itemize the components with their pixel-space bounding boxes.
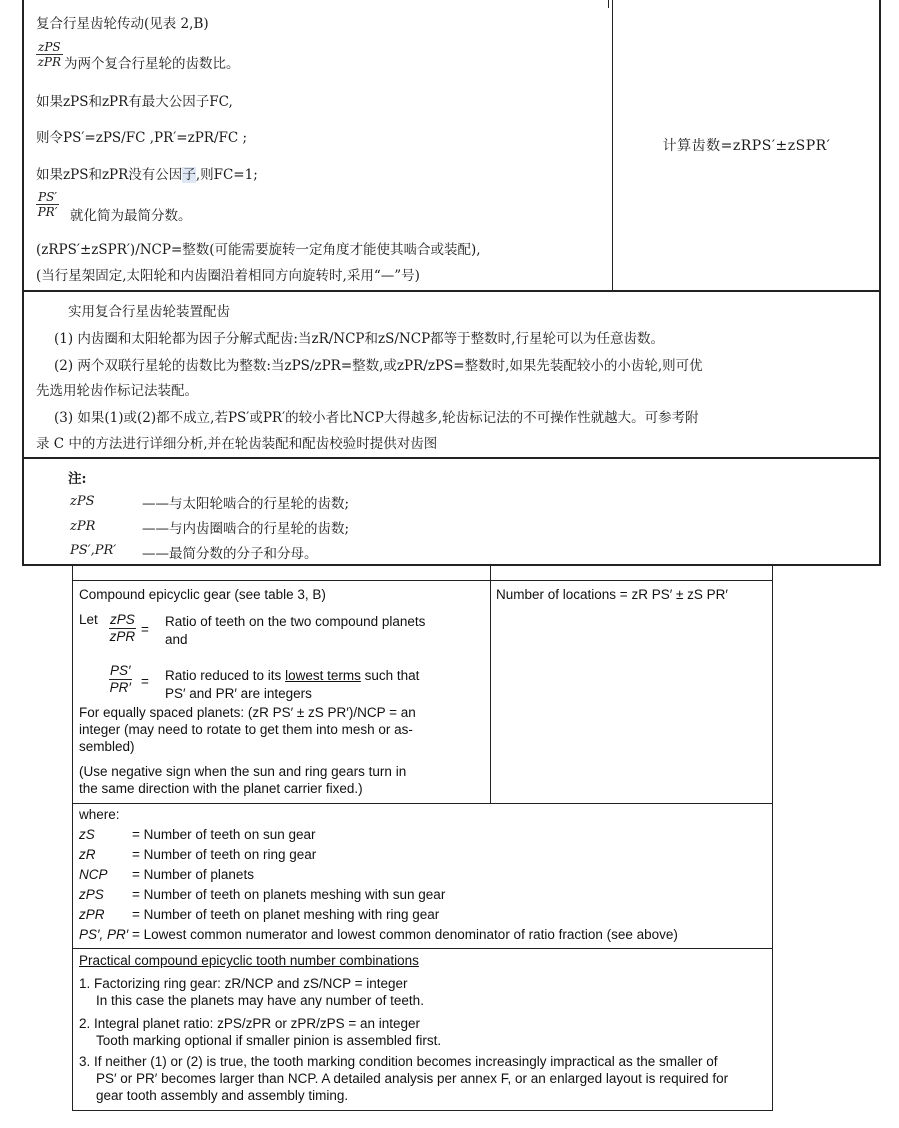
cn-ratio-text: 为两个复合行星轮的齿数比。 bbox=[64, 56, 240, 72]
en-where-row bbox=[73, 803, 772, 949]
en-table-border-stub bbox=[490, 566, 491, 580]
cn-note-key: PS′,PR′ bbox=[70, 543, 117, 558]
cn-compound-row bbox=[24, 0, 879, 292]
en-practical-row bbox=[73, 948, 772, 1110]
en-item-2a: 2. Integral planet ratio: zPS/zPR or zPR/zPS = an integer bbox=[79, 1016, 421, 1031]
cn-note-value: ——与内齿圈啮合的行星轮的齿数; bbox=[142, 521, 350, 537]
cn-note-label: 注: bbox=[68, 471, 87, 487]
en-def-text: = Lowest common numerator and lowest common denominator of ratio fraction (see above) bbox=[132, 927, 678, 942]
en-def-text: = Number of teeth on planet meshing with ring gear bbox=[132, 907, 440, 922]
cn-ratio-fraction bbox=[36, 40, 63, 69]
cn-reduced-text: 就化简为最简分数。 bbox=[70, 208, 192, 224]
cn-ratio-numerator: zPS bbox=[38, 40, 61, 54]
cn-border-stub bbox=[608, 0, 609, 8]
en-practical-title: Practical compound epicyclic tooth number combinations bbox=[79, 953, 419, 968]
en-item-3a: 3. If neither (1) or (2) is true, the tooth marking condition becomes increasingly impractical as the smaller of bbox=[79, 1054, 718, 1069]
en-item-3b: PS′ or PR′ becomes larger than NCP. A detailed analysis per annex F, or an enlarged layout is required for bbox=[96, 1071, 729, 1086]
en-table-border-stub bbox=[772, 566, 773, 580]
en-def-text: = Number of planets bbox=[132, 867, 254, 882]
en-reduced-text-pre: Ratio reduced to its bbox=[165, 668, 286, 683]
cn-item-2b: 先选用轮齿作标记法装配。 bbox=[36, 383, 198, 399]
en-reduced-numerator: PS′ bbox=[110, 663, 131, 678]
en-lowest-terms: lowest terms bbox=[285, 668, 361, 683]
en-compound-row bbox=[73, 581, 772, 804]
en-item-2b: Tooth marking optional if smaller pinion is assembled first. bbox=[96, 1033, 442, 1048]
english-table bbox=[72, 580, 773, 1111]
en-ratio-denominator: zPR bbox=[109, 629, 136, 644]
en-def-symbol: zPS bbox=[79, 887, 104, 902]
cn-notes-row bbox=[24, 459, 879, 564]
cn-item-2a: (2) 两个双联行星轮的齿数比为整数:当zPS/zPR=整数,或zPR/zPS=整数时,如果先装配较小的小齿轮,则可优 bbox=[54, 358, 703, 374]
en-def-text: = Number of teeth on sun gear bbox=[132, 827, 316, 842]
en-reduced-text-b: PS′ and PR′ are integers bbox=[165, 686, 312, 701]
en-let-label: Let bbox=[79, 612, 98, 627]
en-item-1b: In this case the planets may have any number of teeth. bbox=[96, 993, 424, 1008]
en-ratio-fraction bbox=[109, 612, 136, 645]
cn-compound-cell bbox=[24, 0, 613, 290]
cn-note-key: zPR bbox=[70, 519, 96, 534]
cn-line-no-gcd-b: ,则FC=1; bbox=[195, 167, 258, 183]
cn-practical-title: 实用复合行星齿轮装置配齿 bbox=[68, 304, 230, 320]
en-def-symbol: NCP bbox=[79, 867, 108, 882]
en-item-3c: gear tooth assembly and assembly timing. bbox=[96, 1088, 349, 1103]
en-equal-spacing-c: sembled) bbox=[79, 739, 135, 754]
cn-reduced-denominator: PR′ bbox=[37, 205, 58, 219]
chinese-table bbox=[22, 0, 881, 566]
en-equal-spacing-b: integer (may need to rotate to get them into mesh or as- bbox=[79, 722, 413, 737]
cn-reduced-numerator: PS′ bbox=[38, 190, 58, 204]
en-def-symbol: zS bbox=[79, 827, 95, 842]
cn-item-3b: 录 C 中的方法进行详细分析,并在轮齿装配和配齿校验时提供对齿图 bbox=[36, 436, 438, 452]
cn-reduced-fraction bbox=[36, 190, 59, 219]
en-def-symbol: zR bbox=[79, 847, 96, 862]
en-where-label: where: bbox=[79, 807, 120, 822]
en-def-symbol: PS′, PR′ bbox=[79, 927, 129, 942]
en-def-text: = Number of teeth on ring gear bbox=[132, 847, 317, 862]
cn-note-key: zPS bbox=[70, 494, 95, 509]
cn-line-no-gcd-a: 如果zPS和zPR没有公因 bbox=[36, 167, 183, 183]
en-equals-sign: = bbox=[141, 622, 149, 637]
cn-item-1: (1) 内齿圈和太阳轮都为因子分解式配齿:当zR/NCP和zS/NCP都等于整数时,行星轮可以为任意齿数。 bbox=[54, 331, 664, 347]
en-negative-sign-b: the same direction with the planet carrier fixed.) bbox=[79, 781, 363, 796]
cn-line-gcd: 如果zPS和zPR有最大公因子FC, bbox=[36, 94, 233, 110]
cn-note-value: ——最简分数的分子和分母。 bbox=[142, 546, 318, 562]
en-negative-sign-a: (Use negative sign when the sun and ring gears turn in bbox=[79, 764, 407, 779]
cn-title: 复合行星齿轮传动(见表 2,B) bbox=[36, 16, 209, 32]
en-reduced-denominator: PR′ bbox=[109, 680, 131, 695]
en-item-1a: 1. Factorizing ring gear: zR/NCP and zS/NCP = integer bbox=[79, 976, 408, 991]
en-table-border-stub bbox=[72, 566, 73, 580]
cn-line-sign: (当行星架固定,太阳轮和内齿圈沿着相同方向旋转时,采用“—”号) bbox=[36, 268, 420, 284]
cn-item-3a: (3) 如果(1)或(2)都不成立,若PS′或PR′的较小者比NCP大得越多,轮齿标记法的不可操作性就越大。可参考附 bbox=[54, 410, 699, 426]
en-title: Compound epicyclic gear (see table 3, B) bbox=[79, 587, 326, 602]
cn-highlighted-char: 子 bbox=[182, 167, 196, 183]
en-equals-sign: = bbox=[141, 674, 149, 689]
en-reduced-text-a bbox=[165, 667, 419, 684]
en-reduced-text-post: such that bbox=[360, 668, 420, 683]
en-ratio-text-a: Ratio of teeth on the two compound planets bbox=[165, 614, 426, 629]
en-compound-cell bbox=[73, 581, 491, 803]
cn-line-let: 则令PS′=zPS/FC ,PR′=zPR/FC ; bbox=[36, 130, 248, 146]
cn-note-value: ——与太阳轮啮合的行星轮的齿数; bbox=[142, 496, 350, 512]
cn-line-no-gcd bbox=[36, 163, 258, 183]
en-def-symbol: zPR bbox=[79, 907, 105, 922]
cn-line-integer: (zRPS′±zSPR′)/NCP=整数(可能需要旋转一定角度才能使其啮合或装配), bbox=[36, 242, 481, 258]
en-ratio-numerator: zPS bbox=[110, 612, 135, 627]
cn-practical-row bbox=[24, 292, 879, 459]
cn-ratio-denominator: zPR bbox=[37, 55, 62, 69]
en-equal-spacing-a: For equally spaced planets: (zR PS′ ± zS PR′)/NCP = an bbox=[79, 705, 416, 720]
en-number-of-locations: Number of locations = zR PS′ ± zS PR′ bbox=[496, 587, 728, 602]
cn-tooth-count-formula: 计算齿数=zRPS′±zSPR′ bbox=[662, 138, 831, 154]
en-ratio-text-b: and bbox=[165, 632, 188, 647]
en-def-text: = Number of teeth on planets meshing with sun gear bbox=[132, 887, 446, 902]
en-reduced-fraction bbox=[109, 663, 132, 696]
